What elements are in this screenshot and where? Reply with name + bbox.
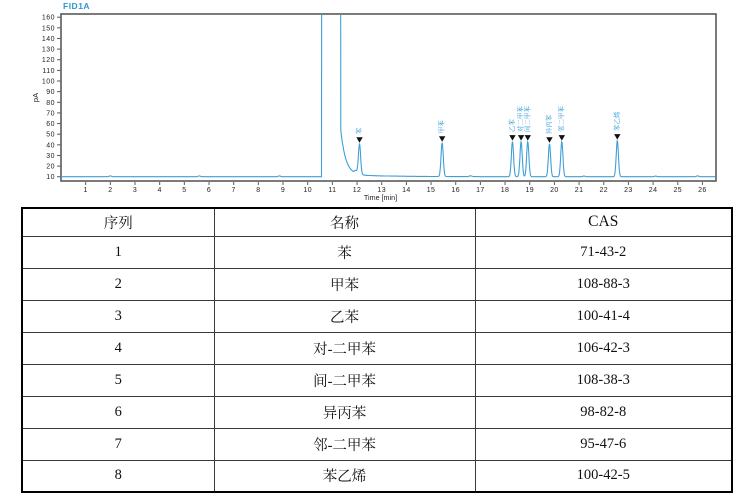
svg-text:30: 30 <box>46 152 55 160</box>
svg-text:20: 20 <box>550 187 559 194</box>
y-axis <box>31 15 61 182</box>
peak-label: 对二甲苯 <box>517 106 525 133</box>
compound-name-cell: 间-二甲苯 <box>214 364 475 396</box>
peak-label: 间二甲苯 <box>524 106 532 133</box>
table-row <box>22 332 732 364</box>
svg-text:90: 90 <box>46 89 55 97</box>
svg-text:40: 40 <box>46 142 55 150</box>
svg-text:13: 13 <box>377 187 387 194</box>
peak-label: 苯 <box>356 127 364 135</box>
sequence-cell: 6 <box>22 396 214 428</box>
table-row <box>22 428 732 460</box>
table-row <box>22 460 732 492</box>
svg-text:110: 110 <box>42 67 55 75</box>
chromatogram <box>0 0 751 202</box>
column-header: CAS <box>475 208 732 236</box>
peak-marker-icon <box>546 137 552 143</box>
cas-number-cell: 71-43-2 <box>475 236 732 268</box>
svg-text:60: 60 <box>46 121 55 129</box>
svg-text:120: 120 <box>41 57 55 65</box>
sequence-cell: 5 <box>22 364 214 396</box>
compound-name-cell: 异丙苯 <box>214 396 475 428</box>
table-header-row <box>22 208 732 236</box>
signal-trace <box>61 0 716 177</box>
table-row <box>22 236 732 268</box>
svg-text:140: 140 <box>41 35 55 43</box>
x-axis-label: Time [min] <box>363 193 398 202</box>
svg-text:24: 24 <box>648 187 658 194</box>
compound-name-cell: 乙苯 <box>214 300 475 332</box>
cas-number-cell: 95-47-6 <box>475 428 732 460</box>
svg-text:2: 2 <box>108 187 113 194</box>
svg-text:1: 1 <box>83 187 88 194</box>
svg-text:15: 15 <box>426 187 436 194</box>
peak-marker-icon <box>614 134 620 140</box>
sequence-cell: 4 <box>22 332 214 364</box>
svg-text:80: 80 <box>46 99 55 107</box>
plot-border <box>61 14 716 181</box>
svg-text:19: 19 <box>525 187 535 194</box>
sequence-cell: 2 <box>22 268 214 300</box>
chromatogram-plot <box>0 0 751 202</box>
column-header: 序列 <box>22 208 214 236</box>
svg-text:20: 20 <box>46 163 55 171</box>
svg-text:7: 7 <box>231 187 236 194</box>
svg-text:21: 21 <box>574 187 584 194</box>
svg-text:18: 18 <box>500 187 510 194</box>
cas-number-cell: 98-82-8 <box>475 396 732 428</box>
svg-text:5: 5 <box>182 187 187 194</box>
peak-marker-icon <box>356 137 362 143</box>
cas-number-cell: 100-41-4 <box>475 300 732 332</box>
cas-number-cell: 108-88-3 <box>475 268 732 300</box>
compound-name-cell: 对-二甲苯 <box>214 332 475 364</box>
svg-text:22: 22 <box>599 187 609 194</box>
svg-text:26: 26 <box>698 187 707 194</box>
peak-annotations <box>354 106 621 143</box>
x-axis <box>84 182 707 202</box>
table-row <box>22 364 732 396</box>
sequence-cell: 3 <box>22 300 214 332</box>
svg-text:130: 130 <box>41 46 55 54</box>
svg-text:16: 16 <box>451 187 461 194</box>
compound-table <box>21 207 733 493</box>
svg-text:12: 12 <box>352 187 362 194</box>
svg-text:8: 8 <box>256 187 261 194</box>
svg-text:17: 17 <box>476 187 485 194</box>
svg-text:4: 4 <box>157 187 162 194</box>
table-row <box>22 268 732 300</box>
svg-text:10: 10 <box>46 174 55 182</box>
peak-label: 苯乙烯 <box>613 111 621 132</box>
svg-text:100: 100 <box>41 78 55 86</box>
peak-label: 邻二甲苯 <box>558 106 566 133</box>
svg-text:14: 14 <box>402 187 411 194</box>
signal-title: FID1A <box>63 1 91 11</box>
peak-label: 异丙苯 <box>545 114 553 135</box>
peak-marker-icon <box>518 135 524 141</box>
sequence-cell: 1 <box>22 236 214 268</box>
svg-text:23: 23 <box>624 187 633 194</box>
compound-name-cell: 苯 <box>214 236 475 268</box>
peak-marker-icon <box>525 135 531 141</box>
y-axis-label: pA <box>31 92 40 103</box>
compound-name-cell: 邻-二甲苯 <box>214 428 475 460</box>
sequence-cell: 8 <box>22 460 214 492</box>
svg-text:9: 9 <box>280 187 286 194</box>
peak-marker-icon <box>439 136 445 142</box>
peak-label: 乙苯 <box>508 119 516 133</box>
peak-marker-icon <box>509 135 515 141</box>
svg-text:70: 70 <box>46 110 55 118</box>
cas-number-cell: 106-42-3 <box>475 332 732 364</box>
svg-text:25: 25 <box>673 187 683 194</box>
table-row <box>22 300 732 332</box>
svg-text:3: 3 <box>132 187 138 194</box>
peak-label: 甲苯 <box>438 120 446 134</box>
sequence-cell: 7 <box>22 428 214 460</box>
svg-text:150: 150 <box>41 25 55 33</box>
compound-name-cell: 苯乙烯 <box>214 460 475 492</box>
svg-text:10: 10 <box>303 187 313 194</box>
cas-number-cell: 108-38-3 <box>475 364 732 396</box>
svg-text:6: 6 <box>206 187 212 194</box>
svg-text:11: 11 <box>328 187 337 194</box>
column-header: 名称 <box>214 208 475 236</box>
cas-number-cell: 100-42-5 <box>475 460 732 492</box>
peak-marker-icon <box>559 135 565 141</box>
compound-name-cell: 甲苯 <box>214 268 475 300</box>
svg-text:160: 160 <box>41 14 55 22</box>
table-row <box>22 396 732 428</box>
svg-text:50: 50 <box>46 131 55 139</box>
